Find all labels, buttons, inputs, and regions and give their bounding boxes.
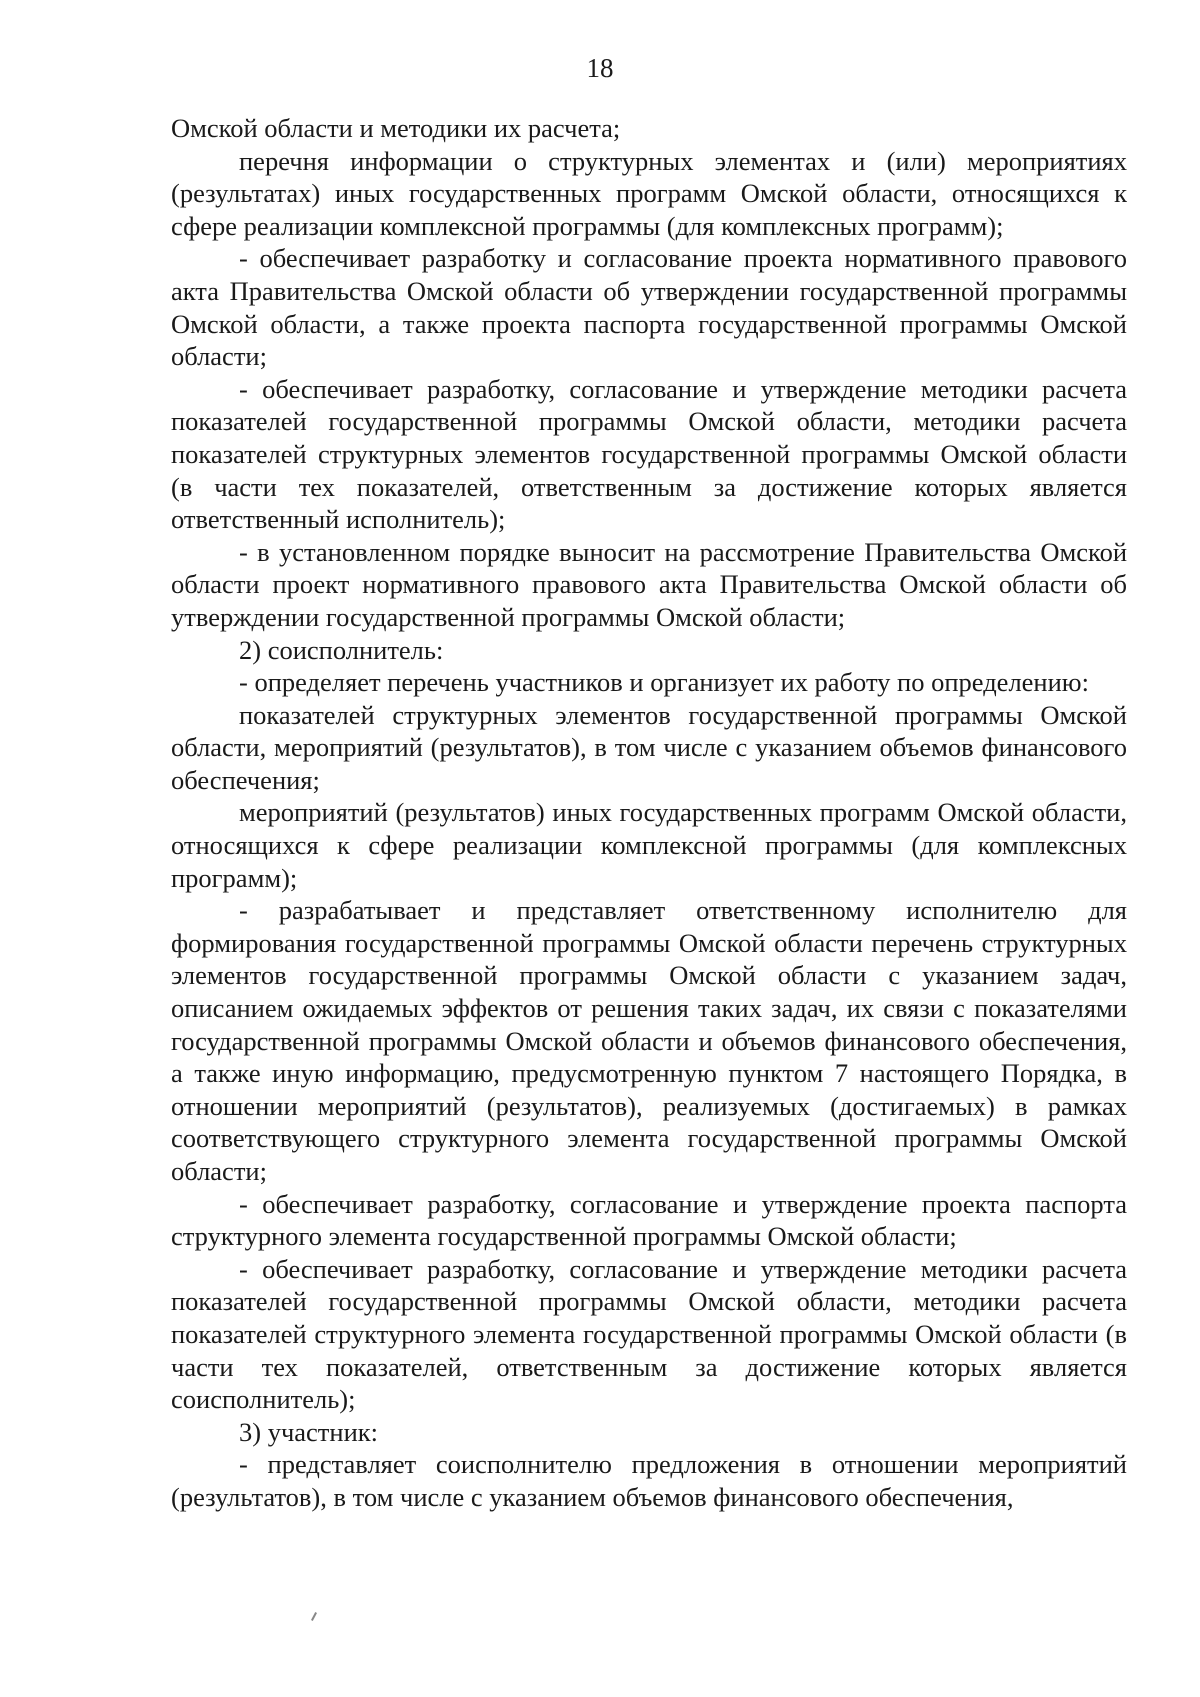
paragraph-draft-legal-act: - обеспечивает разработку и согласование проекта нормативного правового акта Правительства Омской области об утверждении государственной программы Омской области, а также проекта паспорта государственной программы Омской области;: [171, 243, 1127, 372]
paragraph-passport: - обеспечивает разработку, согласование и утверждение проекта паспорта структурного элемента государственной программы Омской области;: [171, 1188, 1127, 1252]
paragraph-methodology-co-executor: - обеспечивает разработку, согласование и утверждение методики расчета показателей государственной программы Омской области, методики расчета показателей структурного элемента государственной программы Омской области (в части тех показателей, ответственным за достижение которых является соисполнитель);: [171, 1253, 1127, 1415]
scan-artifact-mark: [311, 1612, 317, 1621]
paragraph-activities: мероприятий (результатов) иных государственных программ Омской области, относящихся к сфере реализации комплексной программы (для комплексных программ);: [171, 797, 1127, 893]
paragraph-indicators: показателей структурных элементов государственной программы Омской области, мероприятий (результатов), в том числе с указанием объемов финансового обеспечения;: [171, 699, 1127, 795]
paragraph-participant-proposals: - представляет соисполнителю предложения в отношении мероприятий (результатов), в том числе с указанием объемов финансового обеспечения,: [171, 1449, 1127, 1512]
paragraph-methodology-responsible: - обеспечивает разработку, согласование и утверждение методики расчета показателей государственной программы Омской области, методики расчета показателей структурных элементов государственной программы Омской области (в части тех показателей, ответственным за достижение которых является ответственный исполнитель);: [171, 373, 1127, 535]
page-number: 18: [586, 53, 614, 83]
paragraph-develops-list: - разрабатывает и представляет ответственному исполнителю для формирования государственной программы Омской области перечень структурных элементов государственной программы Омской области с указанием задач, описанием ожидаемых эффектов от решения таких задач, их связи с показателями государственной программы Омской области и объемов финансового обеспечения, а также иную информацию, предусмотренную пунктом 7 настоящего Порядка, в отношении мероприятий (результатов), реализуемых (достигаемых) в рамках соответствующего структурного элемента государственной программы Омской области;: [171, 895, 1127, 1186]
paragraph-list-of-information: перечня информации о структурных элементах и (или) мероприятиях (результатах) иных государственных программ Омской области, относящихся к сфере реализации комплексной программы (для комплексных программ);: [171, 145, 1127, 241]
paragraph-defines-participants: - определяет перечень участников и организует их работу по определению:: [239, 667, 1089, 698]
paragraph-continuation: Омской области и методики их расчета;: [171, 113, 621, 143]
heading-co-executor: 2) соисполнитель:: [239, 634, 444, 665]
heading-participant: 3) участник:: [239, 1416, 378, 1447]
document-body: [171, 112, 1127, 1514]
paragraph-submits-to-government: - в установленном порядке выносит на рассмотрение Правительства Омской области проект нормативного правового акта Правительства Омской области об утверждении государственной программы Омской области;: [171, 536, 1127, 632]
